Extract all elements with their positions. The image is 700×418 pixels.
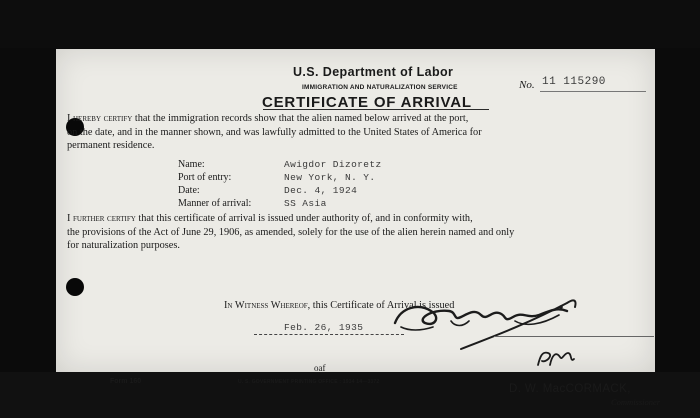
film-frame-top [0, 0, 700, 48]
port-value: New York, N. Y. [284, 172, 376, 183]
title-underline [263, 109, 489, 110]
witness-lead: In Witness Whereof [224, 300, 308, 311]
issue-date-line [254, 334, 404, 335]
para1-line3: permanent residence. [67, 140, 155, 152]
commissioner-title: Commissioner [611, 397, 661, 407]
certificate-number-line [540, 91, 646, 92]
para2-line2: the provisions of the Act of June 29, 1906, as amended, solely for the use of the alien herein named and only [67, 226, 515, 238]
service-heading: IMMIGRATION AND NATURALIZATION SERVICE [302, 84, 458, 91]
printing-office-line: U. S. GOVERNMENT PRINTING OFFICE : 1934 14—3372 [238, 379, 380, 385]
certificate-number: 11 115290 [542, 76, 606, 88]
issue-date: Feb. 26, 1935 [284, 322, 364, 333]
department-heading: U.S. Department of Labor [293, 65, 454, 79]
port-label: Port of entry: [178, 172, 232, 183]
further-certify-paragraph [67, 212, 514, 253]
certificate-number-label: No. [519, 79, 535, 91]
para2-line1: that this certificate of arrival is issued under authority of, and in conformity with, [135, 213, 473, 224]
witness-rest: , this Certificate of Arrival is issued [307, 300, 455, 311]
date-value: Dec. 4, 1924 [284, 185, 358, 196]
name-label: Name: [178, 159, 205, 170]
date-label: Date: [178, 185, 200, 196]
certificate-document [56, 49, 661, 407]
para2-line3: for naturalization purposes. [67, 240, 180, 252]
certify-lead: I hereby certify [67, 113, 133, 124]
manner-value: SS Asia [284, 198, 327, 209]
signature-line [494, 336, 654, 337]
handwritten-initials [534, 345, 584, 369]
commissioner-name: D. W. MacCORMACK, [509, 383, 631, 395]
certificate-title: CERTIFICATE OF ARRIVAL [262, 94, 472, 111]
punch-hole-bottom [66, 278, 84, 296]
manner-label: Manner of arrival: [178, 198, 252, 209]
commissioner-signature [391, 281, 591, 353]
typist-initials: oaf [314, 363, 326, 373]
para1-line2: on the date, and in the manner shown, and was lawfully admitted to the United States of America for [67, 126, 482, 138]
further-lead: I further certify [67, 213, 136, 224]
para1-line1: that the immigration records show that the alien named below arrived at the port, [132, 113, 469, 124]
certification-paragraph [67, 112, 482, 153]
form-number: Form 160 [110, 378, 142, 385]
name-value: Awigdor Dizoretz [284, 159, 382, 170]
